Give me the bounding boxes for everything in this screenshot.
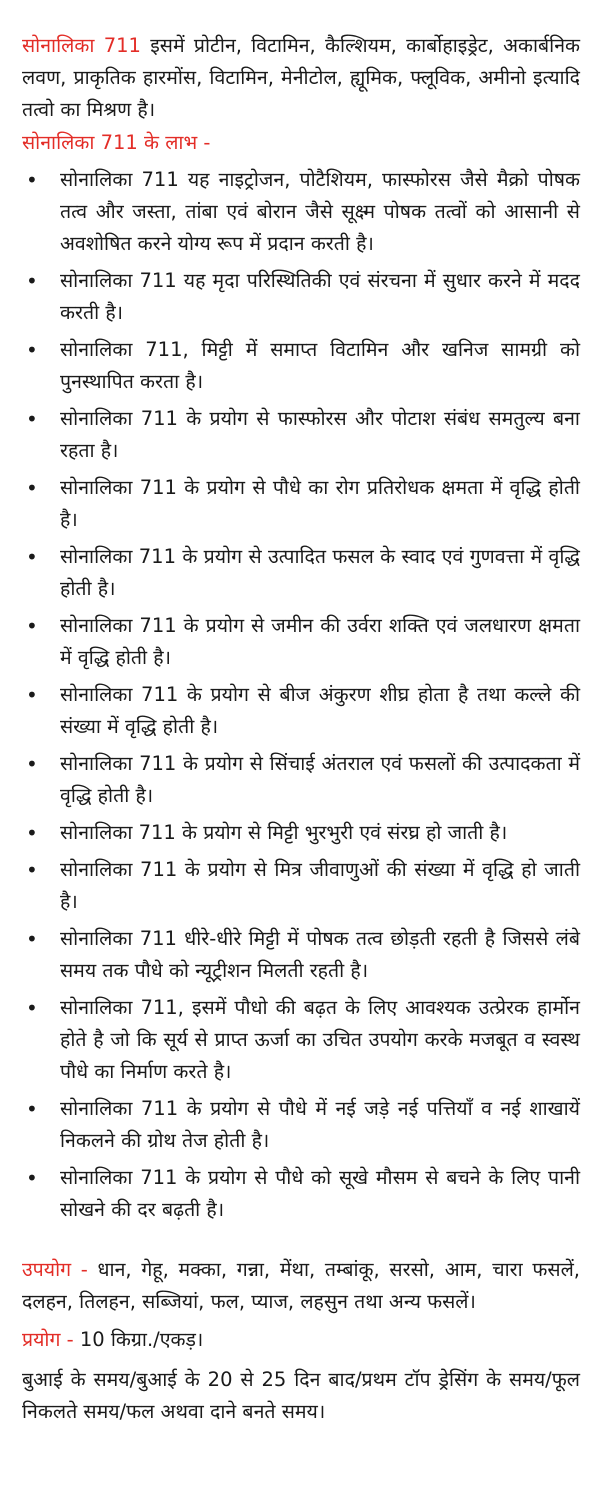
bullet-icon: • (26, 996, 38, 1020)
list-item-text: सोनालिका 711 के प्रयोग से जमीन की उर्वरा शक्ति एवं जलधारण क्षमता में वृद्धि होती है। (60, 614, 580, 669)
dose-text: 10 किग्रा./एकड़। (73, 1328, 204, 1351)
usage-text: धान, गेहू, मक्का, गन्ना, मेंथा, तम्बांकू, सरसो, आम, चारा फसलें, दलहन, तिलहन, सब्जियां, फल, प्याज, लहसुन तथा अन्य फसलें। (22, 1258, 580, 1313)
bullet-icon: • (26, 545, 38, 569)
bullet-icon: • (26, 1166, 38, 1190)
bullet-icon: • (26, 1097, 38, 1121)
usage-label: उपयोग - (22, 1258, 88, 1281)
list-item-text: सोनालिका 711 के प्रयोग से फास्फोरस और पोटाश संबंध समतुल्य बना रहता है। (60, 407, 580, 462)
list-item-text: सोनालिका 711 यह नाइट्रोजन, पोटैशियम, फास्फोरस जैसे मैक्रो पोषक तत्व और जस्ता, तांबा एवं बोरान जैसे सूक्ष्म पोषक तत्वों को आसानी से अवशोषित करने योग्य रूप में प्रदान करती है। (60, 168, 580, 255)
bullet-icon: • (26, 821, 38, 845)
bullet-icon: • (26, 614, 38, 638)
bullet-icon: • (26, 168, 38, 192)
bullet-icon: • (26, 476, 38, 500)
list-item (22, 817, 580, 849)
list-item-text: सोनालिका 711 के प्रयोग से पौधे का रोग प्रतिरोधक क्षमता में वृद्धि होती है। (60, 476, 580, 531)
list-item (22, 679, 580, 743)
benefits-list (22, 164, 580, 1226)
list-item (22, 1162, 580, 1226)
bullet-icon: • (26, 407, 38, 431)
list-item (22, 992, 580, 1088)
list-item-text: सोनालिका 711 के प्रयोग से पौधे को सूखे मौसम से बचने के लिए पानी सोखने की दर बढ़ती है। (60, 1166, 580, 1221)
bullet-icon: • (26, 752, 38, 776)
list-item (22, 164, 580, 260)
list-item (22, 541, 580, 605)
list-item (22, 472, 580, 536)
list-item (22, 403, 580, 467)
benefits-heading: सोनालिका 711 के लाभ - (22, 131, 211, 154)
timing-paragraph: बुआई के समय/बुआई के 20 से 25 दिन बाद/प्रथम टॉप ड्रेसिंग के समय/फूल निकलते समय/फल अथवा दाने बनते समय। (22, 1368, 580, 1423)
dose-paragraph (22, 1324, 580, 1356)
list-item-text: सोनालिका 711 के प्रयोग से मित्र जीवाणुओं की संख्या में वृद्धि हो जाती है। (60, 858, 580, 913)
bullet-icon: • (26, 269, 38, 293)
bullet-icon: • (26, 858, 38, 882)
intro-label: सोनालिका 711 (22, 34, 141, 57)
list-item (22, 923, 580, 987)
list-item (22, 854, 580, 918)
list-item (22, 748, 580, 812)
bullet-icon: • (26, 683, 38, 707)
bullet-icon: • (26, 927, 38, 951)
list-item-text: सोनालिका 711 के प्रयोग से बीज अंकुरण शीघ्र होता है तथा कल्ले की संख्या में वृद्धि होती है। (60, 683, 580, 738)
list-item-text: सोनालिका 711 के प्रयोग से सिंचाई अंतराल एवं फसलों की उत्पादकता में वृद्धि होती है। (60, 752, 580, 807)
bullet-icon: • (26, 338, 38, 362)
usage-paragraph (22, 1254, 580, 1318)
list-item-text: सोनालिका 711 के प्रयोग से मिट्टी भुरभुरी एवं संरघ्र हो जाती है। (60, 821, 508, 844)
list-item-text: सोनालिका 711 यह मृदा परिस्थितिकी एवं संरचना में सुधार करने में मदद करती है। (60, 269, 580, 324)
list-item-text: सोनालिका 711 के प्रयोग से उत्पादित फसल के स्वाद एवं गुणवत्ता में वृद्धि होती है। (60, 545, 580, 600)
list-item (22, 334, 580, 398)
list-item (22, 265, 580, 329)
dose-label: प्रयोग - (22, 1328, 74, 1351)
list-item (22, 610, 580, 674)
list-item-text: सोनालिका 711, इसमें पौधो की बढ़त के लिए आवश्यक उत्प्रेरक हार्मोन होते है जो कि सूर्य से प्राप्त ऊर्जा का उचित उपयोग करके मजबूत व स्वस्थ पौधे का निर्माण करते है। (60, 996, 580, 1083)
list-item-text: सोनालिका 711, मिट्टी में समाप्त विटामिन और खनिज सामग्री को पुनस्थापित करता है। (60, 338, 580, 393)
list-item-text: सोनालिका 711 धीरे-धीरे मिट्टी में पोषक तत्व छोड़ती रहती है जिससे लंबे समय तक पौधे को न्यूट्रीशन मिलती रहती है। (60, 927, 580, 982)
list-item-text: सोनालिका 711 के प्रयोग से पौधे में नई जड़े नई पत्तियाँ व नई शाखायें निकलने की ग्रोथ तेज होती है। (60, 1097, 580, 1152)
intro-text: इसमें प्रोटीन, विटामिन, कैल्शियम, कार्बोहाइड्रेट, अकार्बनिक लवण, प्राकृतिक हारमोंस, विटामिन, मेनीटोल, ह्यूमिक, फ्लूविक, अमीनो इत्यादि तत्वो का मिश्रण है। (22, 34, 580, 121)
intro-paragraph (22, 30, 580, 126)
list-item (22, 1093, 580, 1157)
